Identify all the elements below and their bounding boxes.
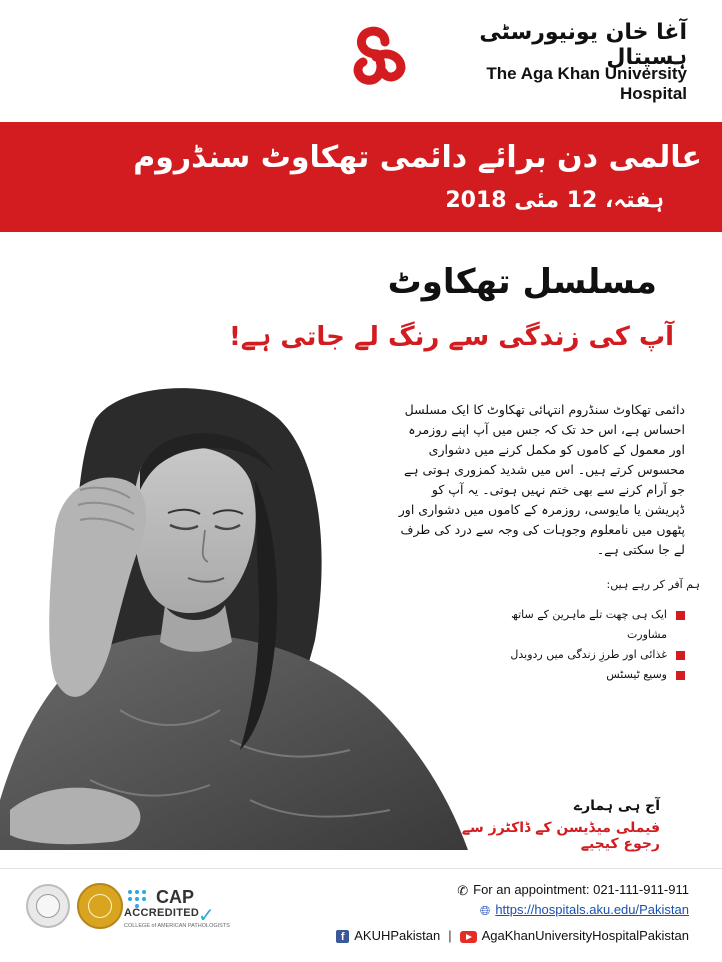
offer-text: ایک ہی چھت تلے ماہرین کے ساتھ مشاورت [511, 608, 667, 641]
youtube-icon[interactable] [460, 931, 477, 943]
description-paragraph: دائمی تھکاوٹ سنڈروم انتہائی تھکاوٹ کا ایک مسلسل احساس ہے، اس حد تک کہ جس میں آپ اپنے روزمرہ اور معمول کے کاموں کو مکمل کرنے میں دشواری محسوس کرتے ہیں۔ اس میں شدید کمزوری ہوتی ہے جو آرام کرنے سے بھی ختم نہیں ہوتی۔ یہ آپ کو ڈپریشن یا مایوسی، روزمرہ کے کاموں میں دشواری اور پٹھوں میں نامعلوم وجوہات کی وجہ سے درد کی طرف لے جا سکتی ہے۔ [398, 402, 685, 557]
sub-headline: آپ کی زندگی سے رنگ لے جاتی ہے! [228, 322, 674, 352]
bullet-square-icon [676, 671, 685, 680]
banner-date: ہفتہ، 12 مئی 2018 [445, 188, 664, 213]
list-item [470, 665, 685, 685]
facebook-icon[interactable]: f [336, 930, 349, 943]
facebook-handle[interactable]: AKUHPakistan [354, 928, 441, 943]
cap-accredited: ACCREDITED [124, 907, 200, 919]
cap-title: CAP [156, 887, 195, 907]
youtube-handle[interactable]: AgaKhanUniversityHospitalPakistan [481, 928, 689, 943]
cap-subtitle: COLLEGE of AMERICAN PATHOLOGISTS [124, 923, 230, 929]
gold-seal-icon [77, 883, 123, 929]
cap-accreditation [124, 887, 234, 937]
appointment-phone[interactable] [457, 882, 689, 899]
separator: | [448, 928, 452, 943]
logo-urdu-text: آغا خان یونیورسٹی ہسپتال [479, 20, 687, 70]
phone-icon: ✆ [457, 882, 469, 898]
phone-text: For an appointment: 021-111-911-911 [473, 882, 689, 897]
offer-text: غذائی اور طرزِ زندگی میں ردوبدل [510, 648, 667, 661]
footer-divider [0, 868, 722, 869]
akuh-logo-icon [345, 24, 409, 88]
globe-icon: 🌐︎ [479, 902, 491, 918]
checkmark-icon: ✓ [198, 903, 215, 927]
list-item [470, 645, 685, 665]
offer-text: وسیع ٹیسٹس [606, 668, 667, 681]
logo-english-text: The Aga Khan University Hospital [486, 64, 687, 103]
quality-seal-icon [26, 884, 70, 928]
website-link[interactable] [480, 902, 689, 919]
social-links [336, 928, 689, 943]
banner-title: عالمی دن برائے دائمی تھکاوٹ سنڈروم [133, 140, 702, 175]
cap-dots-icon [124, 887, 154, 909]
bullet-square-icon [676, 611, 685, 620]
bullet-square-icon [676, 651, 685, 660]
title-banner [0, 122, 722, 232]
offer-list [470, 605, 685, 685]
akuh-logo [345, 18, 705, 103]
main-headline: مسلسل تھکاوٹ [387, 262, 657, 302]
website-text: https://hospitals.aku.edu/Pakistan [495, 902, 689, 917]
cta-line-2: فیملی میڈیسن کے ڈاکٹرز سے رجوع کیجیے [461, 820, 660, 852]
offer-intro: ہم آفر کر رہے ہیں: [606, 578, 700, 591]
list-item [470, 605, 685, 645]
cta-line-1: آج ہی ہمارے [573, 798, 660, 814]
